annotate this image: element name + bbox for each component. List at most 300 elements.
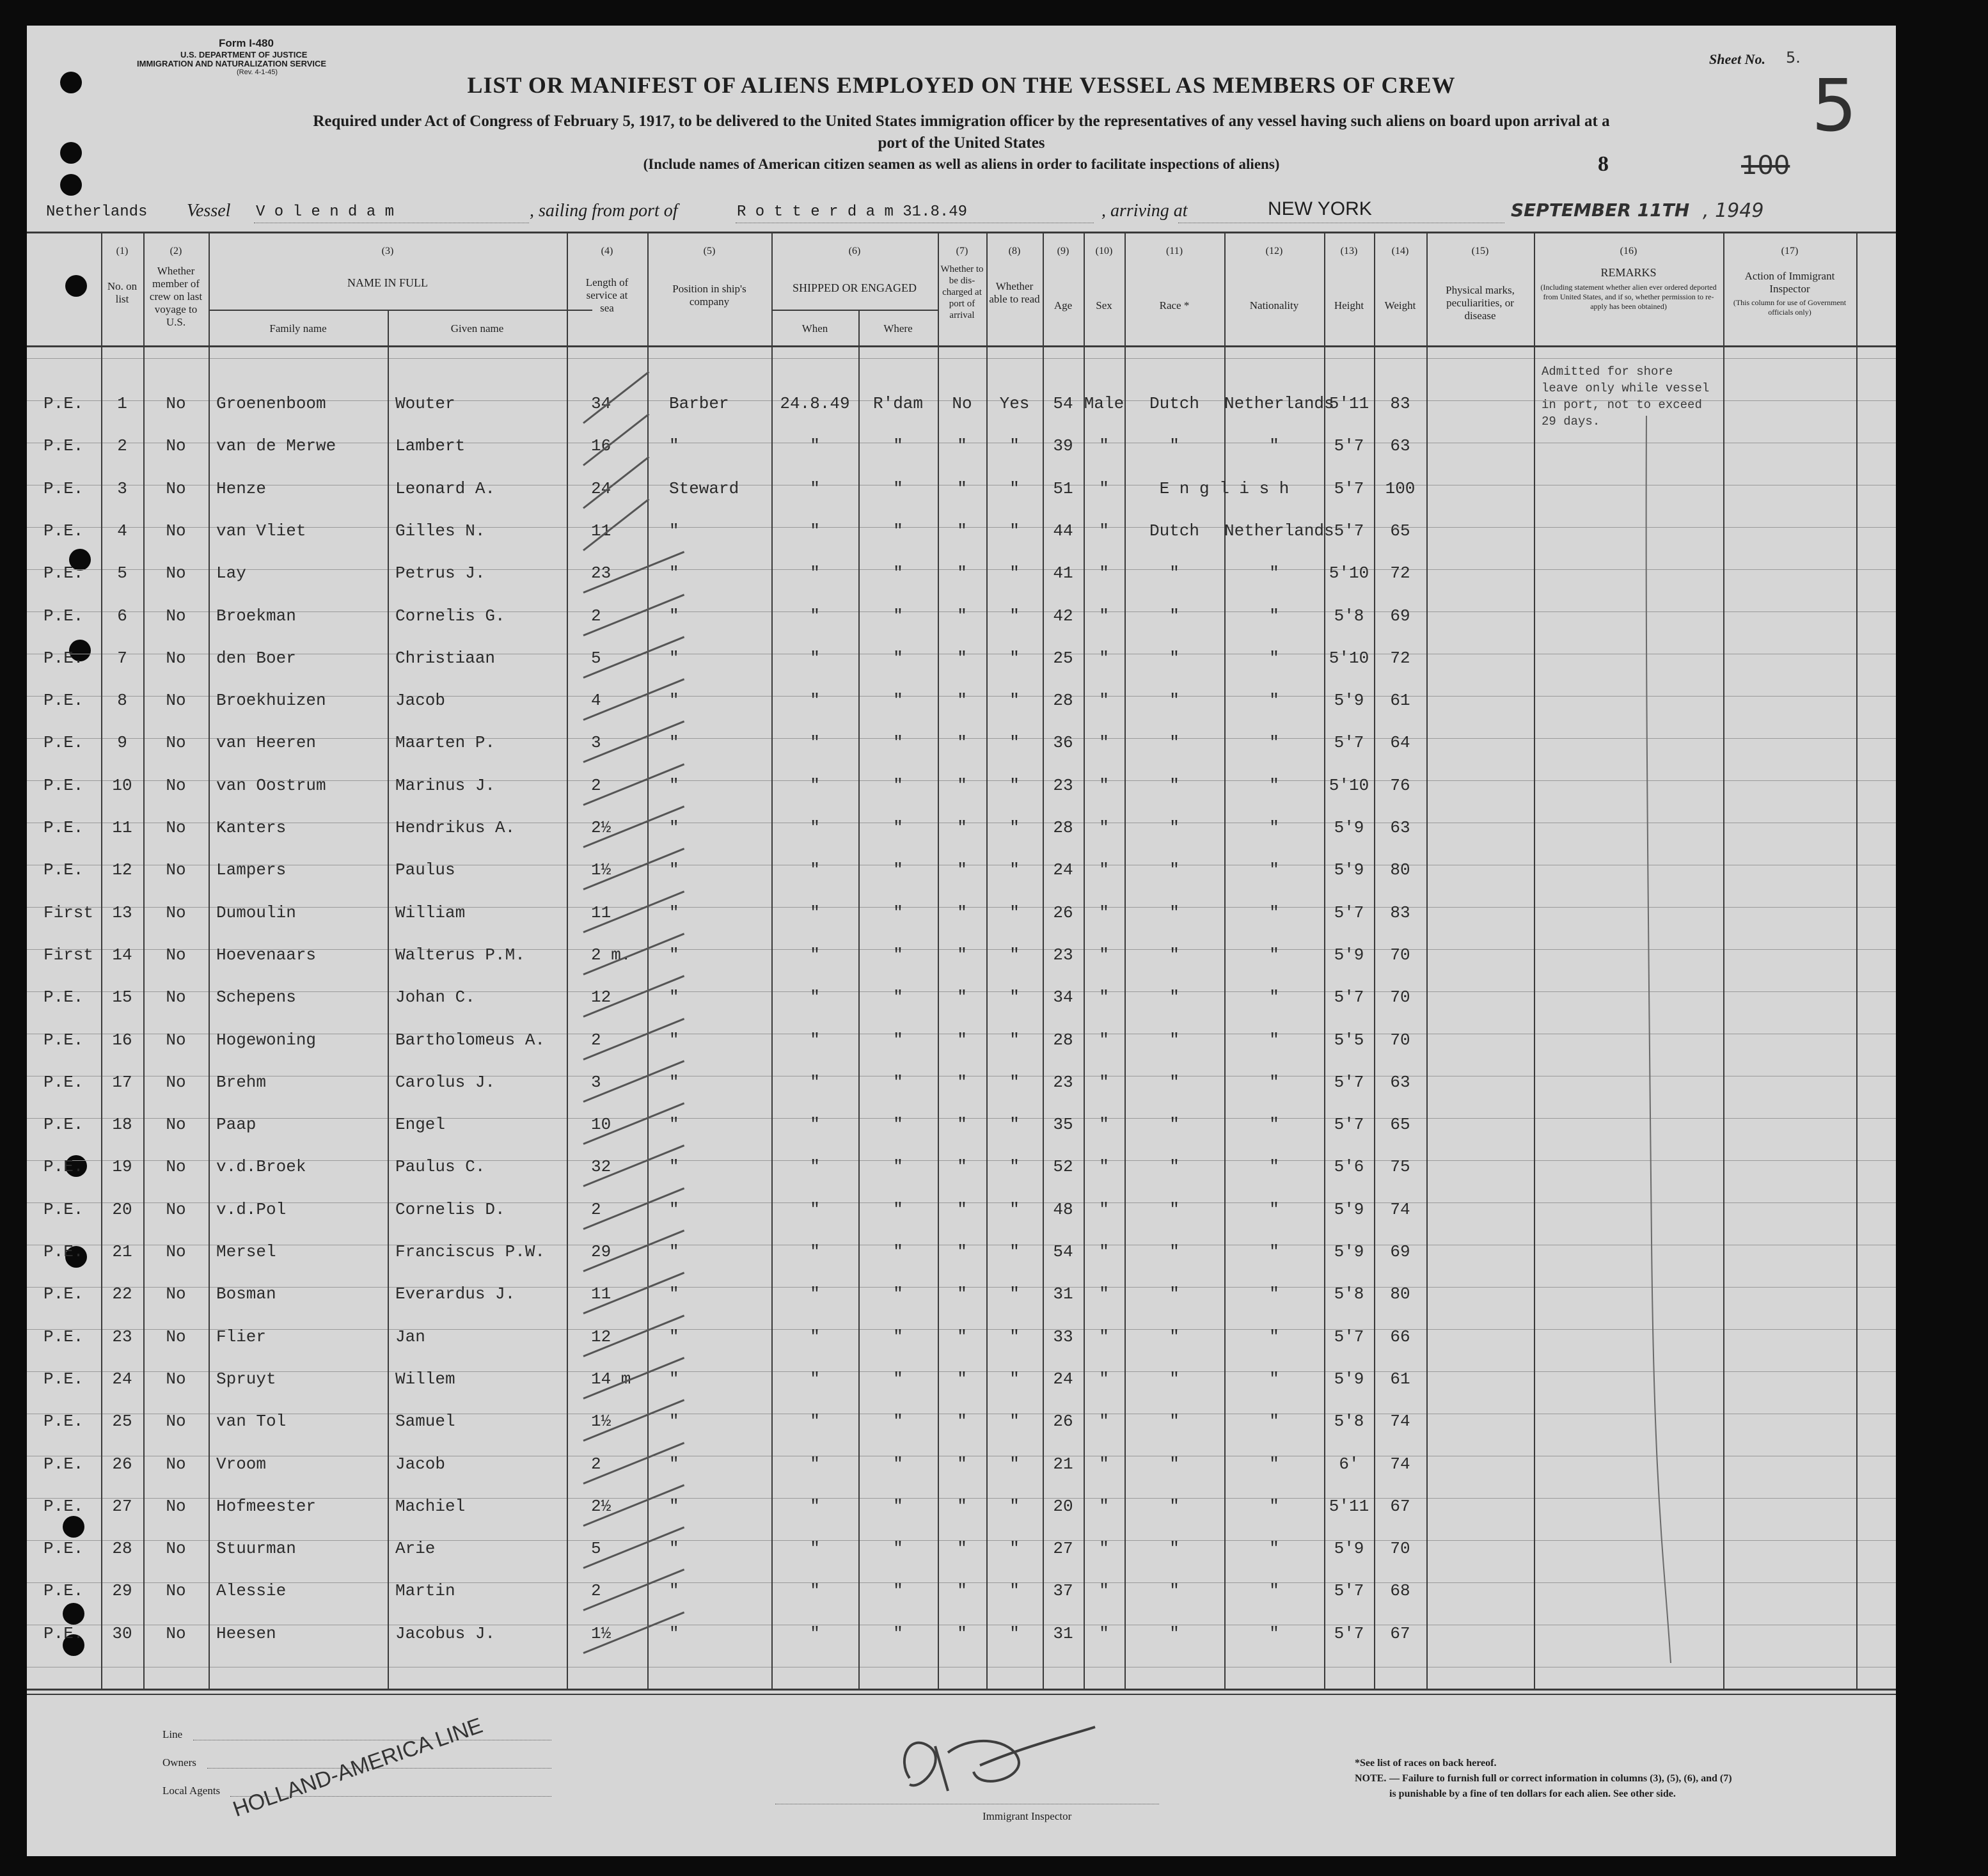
cell-shipped-when: " — [810, 860, 820, 879]
cell-shipped-where: " — [893, 1073, 903, 1092]
cell-nationality: " — [1269, 903, 1279, 922]
cell-family-name: Broekman — [216, 606, 296, 626]
cell-ship-position: " — [669, 860, 679, 879]
cell-ship-position: " — [669, 1497, 679, 1516]
cell-shipped-where: " — [893, 1242, 903, 1261]
vessel-label: Vessel — [187, 201, 231, 221]
cell-nationality: " — [1269, 1242, 1279, 1261]
col-divider — [388, 310, 389, 1690]
cell-nationality: " — [1269, 945, 1279, 965]
cell-height: 5'7 — [1334, 1581, 1364, 1600]
line-label: Line — [162, 1728, 183, 1740]
cell-able-to-read: " — [1009, 649, 1020, 668]
cell-shipped-where: " — [893, 521, 903, 540]
cell-race: " — [1169, 606, 1179, 626]
cell-nationality: Netherlands — [1224, 521, 1334, 540]
cell-race: " — [1169, 818, 1179, 837]
cell-list-number: 29 — [112, 1581, 132, 1600]
cell-ship-position: " — [669, 436, 679, 455]
cell-height: 5'10 — [1329, 564, 1369, 583]
cell-discharged: " — [957, 564, 967, 583]
cell-service-length: 24 — [591, 479, 611, 498]
cell-list-number: 27 — [112, 1497, 132, 1516]
cell-given-name: Jacob — [395, 1454, 446, 1474]
cell-height: 5'10 — [1329, 776, 1369, 795]
cell-discharged: " — [957, 1284, 967, 1304]
cell-ship-position: " — [669, 1284, 679, 1304]
cell-age: 23 — [1053, 776, 1073, 795]
cell-sex: " — [1099, 436, 1109, 455]
cell-family-name: Schepens — [216, 988, 296, 1007]
cell-ship-position: " — [669, 649, 679, 668]
cell-last-voyage: No — [166, 1412, 186, 1431]
cell-family-name: Brehm — [216, 1073, 267, 1092]
cell-list-number: 24 — [112, 1369, 132, 1389]
cell-list-number: 22 — [112, 1284, 132, 1304]
cell-sex: " — [1099, 1369, 1109, 1389]
cell-height: 6' — [1339, 1454, 1359, 1474]
cell-race: " — [1169, 1369, 1179, 1389]
cell-able-to-read: " — [1009, 1157, 1020, 1176]
cell-shipped-when: " — [810, 1073, 820, 1092]
cell-crew-class: P.E. — [43, 1539, 84, 1558]
cell-shipped-when: " — [810, 818, 820, 837]
cell-weight: 69 — [1390, 1242, 1410, 1261]
cell-service-length: 29 — [591, 1242, 611, 1261]
arrival-date: SEPTEMBER 11TH — [1511, 200, 1690, 221]
cell-given-name: Arie — [395, 1539, 436, 1558]
cell-able-to-read: " — [1009, 1412, 1020, 1431]
cell-sex: " — [1099, 1073, 1109, 1092]
cell-age: 35 — [1053, 1115, 1073, 1134]
cell-family-name: v.d.Pol — [216, 1200, 287, 1219]
cell-shipped-where: " — [893, 818, 903, 837]
cell-list-number: 20 — [112, 1200, 132, 1219]
col-divider — [1856, 232, 1858, 1690]
cell-given-name: Gilles N. — [395, 521, 485, 540]
cell-sex: " — [1099, 691, 1109, 710]
cell-shipped-where: " — [893, 606, 903, 626]
table-bottom-border — [27, 1689, 1896, 1691]
cell-weight: 72 — [1390, 649, 1410, 668]
header-weight: Weight — [1384, 299, 1416, 311]
cell-shipped-where: " — [893, 1539, 903, 1558]
cell-height: 5'7 — [1334, 1073, 1364, 1092]
cell-service-length: 34 — [591, 394, 611, 413]
cell-last-voyage: No — [166, 1497, 186, 1516]
header-bottom-border — [27, 345, 1896, 347]
cell-age: 26 — [1053, 903, 1073, 922]
cell-last-voyage: No — [166, 945, 186, 965]
cell-sex: " — [1099, 564, 1109, 583]
cell-discharged: " — [957, 1327, 967, 1346]
form-subtitle-line2: port of the United States — [878, 134, 1045, 152]
cell-discharged: " — [957, 776, 967, 795]
cell-nationality: " — [1269, 818, 1279, 837]
cell-given-name: Bartholomeus A. — [395, 1030, 546, 1050]
cell-service-length: 2 — [591, 1454, 601, 1474]
cell-age: 33 — [1053, 1327, 1073, 1346]
cell-shipped-where: " — [893, 988, 903, 1007]
note-text-1: — Failure to furnish full or correct information in columns (3), (5), (6), and (7) — [1389, 1773, 1732, 1784]
col-number: (2) — [170, 246, 182, 256]
cell-able-to-read: " — [1009, 1624, 1020, 1643]
cell-sex: " — [1099, 776, 1109, 795]
cell-list-number: 26 — [112, 1454, 132, 1474]
cell-shipped-where: " — [893, 733, 903, 752]
cell-height: 5'7 — [1334, 479, 1364, 498]
remarks-ditto-stroke — [1626, 409, 1703, 1676]
cell-race: " — [1169, 564, 1179, 583]
manifest-sheet — [27, 26, 1896, 1856]
cell-height: 5'9 — [1334, 691, 1364, 710]
cell-crew-class: P.E. — [43, 860, 84, 879]
cell-weight: 63 — [1390, 818, 1410, 837]
cell-last-voyage: No — [166, 818, 186, 837]
cell-shipped-where: " — [893, 1497, 903, 1516]
cell-weight: 80 — [1390, 1284, 1410, 1304]
cell-last-voyage: No — [166, 1115, 186, 1134]
cell-crew-class: First — [43, 945, 94, 965]
cell-shipped-when: " — [810, 1200, 820, 1219]
cell-ship-position: " — [669, 988, 679, 1007]
cell-ship-position: " — [669, 1157, 679, 1176]
cell-able-to-read: " — [1009, 733, 1020, 752]
cell-sex: " — [1099, 479, 1109, 498]
cell-nationality: " — [1269, 988, 1279, 1007]
cell-shipped-when: " — [810, 1497, 820, 1516]
cell-service-length: 2 — [591, 776, 601, 795]
sheet-big-number: 5 — [1811, 65, 1858, 148]
header-inspector-note: (This column for use of Government officials only) — [1733, 298, 1847, 317]
sheet-number: 5. — [1786, 49, 1801, 67]
cell-race: " — [1169, 1454, 1179, 1474]
cell-given-name: Everardus J. — [395, 1284, 516, 1304]
cell-last-voyage: No — [166, 521, 186, 540]
cell-sex: " — [1099, 1242, 1109, 1261]
cell-weight: 65 — [1390, 521, 1410, 540]
cell-given-name: Jan — [395, 1327, 425, 1346]
cell-list-number: 13 — [112, 903, 132, 922]
cell-last-voyage: No — [166, 733, 186, 752]
sheet-label: Sheet No. — [1709, 51, 1765, 67]
cell-race: " — [1169, 1497, 1179, 1516]
cell-list-number: 21 — [112, 1242, 132, 1261]
cell-age: 27 — [1053, 1539, 1073, 1558]
cell-shipped-where: " — [893, 1369, 903, 1389]
cell-last-voyage: No — [166, 1581, 186, 1600]
cell-age: 23 — [1053, 945, 1073, 965]
header-where: Where — [883, 322, 913, 335]
cell-height: 5'7 — [1334, 733, 1364, 752]
cell-weight: 74 — [1390, 1454, 1410, 1474]
cell-weight: 69 — [1390, 606, 1410, 626]
cell-crew-class: P.E. — [43, 564, 84, 583]
cell-crew-class: P.E. — [43, 1454, 84, 1474]
cell-discharged: " — [957, 1412, 967, 1431]
cell-family-name: Paap — [216, 1115, 256, 1134]
cell-discharged: " — [957, 733, 967, 752]
cell-shipped-when: " — [810, 1115, 820, 1134]
cell-list-number: 10 — [112, 776, 132, 795]
cell-ship-position: " — [669, 1242, 679, 1261]
cell-height: 5'10 — [1329, 649, 1369, 668]
cell-crew-class: P.E. — [43, 691, 84, 710]
cell-list-number: 15 — [112, 988, 132, 1007]
cell-ship-position: " — [669, 1454, 679, 1474]
col-number: (14) — [1391, 246, 1409, 256]
cell-weight: 64 — [1390, 733, 1410, 752]
header-able-to-read: Whether able to read — [989, 280, 1040, 305]
cell-given-name: William — [395, 903, 466, 922]
cell-race: " — [1169, 1539, 1179, 1558]
cell-service-length: 11 — [591, 1284, 611, 1304]
cell-shipped-when: " — [810, 1412, 820, 1431]
cell-crew-class: P.E. — [43, 1073, 84, 1092]
cell-race: " — [1169, 903, 1179, 922]
cell-family-name: Bosman — [216, 1284, 276, 1304]
cell-age: 54 — [1053, 1242, 1073, 1261]
cell-service-length: 3 — [591, 733, 601, 752]
cell-race: " — [1169, 945, 1179, 965]
cell-family-name: Dumoulin — [216, 903, 296, 922]
form-number: Form I-480 — [219, 37, 274, 49]
cell-family-name: Hofmeester — [216, 1497, 317, 1516]
cell-sex: Male — [1084, 394, 1124, 413]
cell-able-to-read: " — [1009, 1327, 1020, 1346]
table-top-border — [27, 232, 1896, 233]
cell-crew-class: P.E. — [43, 1030, 84, 1050]
cell-family-name: Alessie — [216, 1581, 287, 1600]
cell-shipped-when: " — [810, 903, 820, 922]
col-number: (15) — [1471, 246, 1489, 256]
header-given-name: Given name — [450, 322, 504, 335]
cell-age: 24 — [1053, 860, 1073, 879]
header-remarks-note: (Including statement whether alien ever ordered deported from United States, and if so, whether permission to re-apply has been obtained) — [1540, 283, 1717, 311]
arrival-port: NEW YORK — [1268, 198, 1372, 219]
cell-shipped-where: " — [893, 1327, 903, 1346]
cell-height: 5'9 — [1334, 860, 1364, 879]
cell-sex: " — [1099, 1200, 1109, 1219]
cell-service-length: 1½ — [591, 860, 611, 879]
cell-discharged: " — [957, 1624, 967, 1643]
cell-last-voyage: No — [166, 1327, 186, 1346]
cell-service-length: 4 — [591, 691, 601, 710]
cell-age: 28 — [1053, 1030, 1073, 1050]
cell-ship-position: Steward — [669, 479, 739, 498]
cell-ship-position: " — [669, 564, 679, 583]
col-divider — [1534, 232, 1535, 1690]
cell-family-name: Flier — [216, 1327, 267, 1346]
cell-able-to-read: " — [1009, 860, 1020, 879]
cell-race: " — [1169, 733, 1179, 752]
cell-ship-position: " — [669, 1073, 679, 1092]
cell-nationality: " — [1269, 606, 1279, 626]
see-list-note: *See list of races on back hereof. — [1355, 1758, 1497, 1769]
cell-crew-class: P.E. — [43, 1497, 84, 1516]
cell-ship-position: " — [669, 691, 679, 710]
cell-family-name: Vroom — [216, 1454, 267, 1474]
cell-race: " — [1169, 1242, 1179, 1261]
cell-height: 5'9 — [1334, 1242, 1364, 1261]
cell-able-to-read: " — [1009, 564, 1020, 583]
cell-able-to-read: " — [1009, 1369, 1020, 1389]
cell-race: " — [1169, 1030, 1179, 1050]
agents-label: Local Agents — [162, 1785, 221, 1797]
cell-crew-class: P.E. — [43, 1242, 84, 1261]
cell-age: 48 — [1053, 1200, 1073, 1219]
cell-shipped-when: " — [810, 1369, 820, 1389]
cell-list-number: 9 — [117, 733, 127, 752]
cell-height: 5'7 — [1334, 903, 1364, 922]
cell-sex: " — [1099, 649, 1109, 668]
col-divider — [1723, 232, 1724, 1690]
cell-given-name: Paulus — [395, 860, 455, 879]
cell-ship-position: " — [669, 521, 679, 540]
cell-able-to-read: " — [1009, 1073, 1020, 1092]
table-bottom-border-2 — [27, 1694, 1896, 1695]
header-physical-marks: Physical marks, peculiarities, or disease — [1446, 284, 1515, 322]
cell-discharged: " — [957, 988, 967, 1007]
cell-weight: 68 — [1390, 1581, 1410, 1600]
cell-family-name: Lay — [216, 564, 246, 583]
cell-weight: 70 — [1390, 988, 1410, 1007]
cell-service-length: 1½ — [591, 1624, 611, 1643]
cell-weight: 72 — [1390, 564, 1410, 583]
cell-list-number: 3 — [117, 479, 127, 498]
cell-family-name: van Tol — [216, 1412, 287, 1431]
cell-sex: " — [1099, 818, 1109, 837]
company-stamp: HOLLAND-AMERICA LINE — [230, 1713, 486, 1822]
cell-list-number: 1 — [117, 394, 127, 413]
cell-discharged: " — [957, 903, 967, 922]
note-label: NOTE. — [1355, 1773, 1387, 1784]
cell-sex: " — [1099, 1327, 1109, 1346]
col-number: (9) — [1057, 246, 1069, 256]
cell-shipped-where: " — [893, 1030, 903, 1050]
cell-shipped-when: " — [810, 436, 820, 455]
cell-service-length: 11 — [591, 903, 611, 922]
remarks-shore-leave: Admitted for shore leave only while vessel in port, not to exceed 29 days. — [1542, 365, 1710, 429]
cell-age: 28 — [1053, 691, 1073, 710]
cell-service-length: 2 m. — [591, 945, 631, 965]
cell-last-voyage: No — [166, 1624, 186, 1643]
header-shipped-engaged: SHIPPED OR ENGAGED — [792, 281, 917, 294]
cell-crew-class: P.E. — [43, 1624, 84, 1643]
col-divider — [209, 232, 210, 1690]
cell-ship-position: " — [669, 1030, 679, 1050]
col-number: (6) — [848, 246, 861, 256]
cell-family-name: Hogewoning — [216, 1030, 317, 1050]
cell-crew-class: P.E. — [43, 1327, 84, 1346]
cell-shipped-when: " — [810, 1242, 820, 1261]
mark-s: 8 — [1598, 152, 1609, 176]
struck-number: 100 — [1741, 151, 1790, 180]
cell-last-voyage: No — [166, 1073, 186, 1092]
cell-age: 28 — [1053, 818, 1073, 837]
cell-discharged: " — [957, 1497, 967, 1516]
cell-sex: " — [1099, 521, 1109, 540]
service-name: IMMIGRATION AND NATURALIZATION SERVICE — [137, 59, 327, 68]
cell-family-name: van Heeren — [216, 733, 317, 752]
cell-shipped-when: " — [810, 521, 820, 540]
header-length-of-service: Length of service at sea — [585, 276, 629, 314]
cell-family-name: den Boer — [216, 649, 296, 668]
cell-race: " — [1169, 1115, 1179, 1134]
cell-ship-position: " — [669, 818, 679, 837]
cell-age: 54 — [1053, 394, 1073, 413]
cell-nationality: " — [1269, 1157, 1279, 1176]
cell-race: " — [1169, 649, 1179, 668]
col-number: (13) — [1340, 246, 1358, 256]
cell-weight: 83 — [1390, 903, 1410, 922]
cell-shipped-where: " — [893, 436, 903, 455]
cell-weight: 67 — [1390, 1624, 1410, 1643]
cell-list-number: 23 — [112, 1327, 132, 1346]
cell-last-voyage: No — [166, 691, 186, 710]
cell-list-number: 5 — [117, 564, 127, 583]
cell-discharged: " — [957, 1115, 967, 1134]
cell-discharged: " — [957, 691, 967, 710]
cell-given-name: Petrus J. — [395, 564, 485, 583]
cell-nationality: " — [1269, 1284, 1279, 1304]
col-number: (10) — [1095, 246, 1113, 256]
cell-service-length: 3 — [591, 1073, 601, 1092]
cell-nationality: " — [1269, 860, 1279, 879]
cell-weight: 70 — [1390, 945, 1410, 965]
col-divider — [647, 232, 649, 1690]
cell-weight: 63 — [1390, 436, 1410, 455]
cell-age: 51 — [1053, 479, 1073, 498]
cell-ship-position: " — [669, 903, 679, 922]
cell-last-voyage: No — [166, 1200, 186, 1219]
cell-discharged: " — [957, 1581, 967, 1600]
cell-crew-class: P.E. — [43, 776, 84, 795]
cell-height: 5'8 — [1334, 1284, 1364, 1304]
cell-shipped-where: " — [893, 1581, 903, 1600]
cell-age: 39 — [1053, 436, 1073, 455]
cell-height: 5'7 — [1334, 1115, 1364, 1134]
cell-age: 34 — [1053, 988, 1073, 1007]
cell-shipped-when: 24.8.49 — [780, 394, 850, 413]
cell-able-to-read: " — [1009, 1497, 1020, 1516]
cell-nationality: " — [1269, 1581, 1279, 1600]
cell-shipped-where: " — [893, 903, 903, 922]
cell-shipped-where: " — [893, 1157, 903, 1176]
cell-shipped-where: " — [893, 1115, 903, 1134]
cell-shipped-where: " — [893, 945, 903, 965]
cell-given-name: Johan C. — [395, 988, 475, 1007]
cell-age: 52 — [1053, 1157, 1073, 1176]
cell-nationality: " — [1269, 1454, 1279, 1474]
col-number: (1) — [116, 246, 129, 256]
cell-height: 5'7 — [1334, 436, 1364, 455]
cell-crew-class: P.E. — [43, 1284, 84, 1304]
cell-able-to-read: Yes — [999, 394, 1030, 413]
cell-crew-class: P.E. — [43, 394, 84, 413]
cell-able-to-read: " — [1009, 1284, 1020, 1304]
col-number: (4) — [601, 246, 613, 256]
cell-discharged: " — [957, 860, 967, 879]
cell-shipped-when: " — [810, 1581, 820, 1600]
cell-family-name: Lampers — [216, 860, 287, 879]
cell-discharged: " — [957, 521, 967, 540]
cell-service-length: 32 — [591, 1157, 611, 1176]
cell-able-to-read: " — [1009, 903, 1020, 922]
cell-shipped-where: " — [893, 1454, 903, 1474]
cell-height: 5'11 — [1329, 394, 1369, 413]
cell-age: 44 — [1053, 521, 1073, 540]
